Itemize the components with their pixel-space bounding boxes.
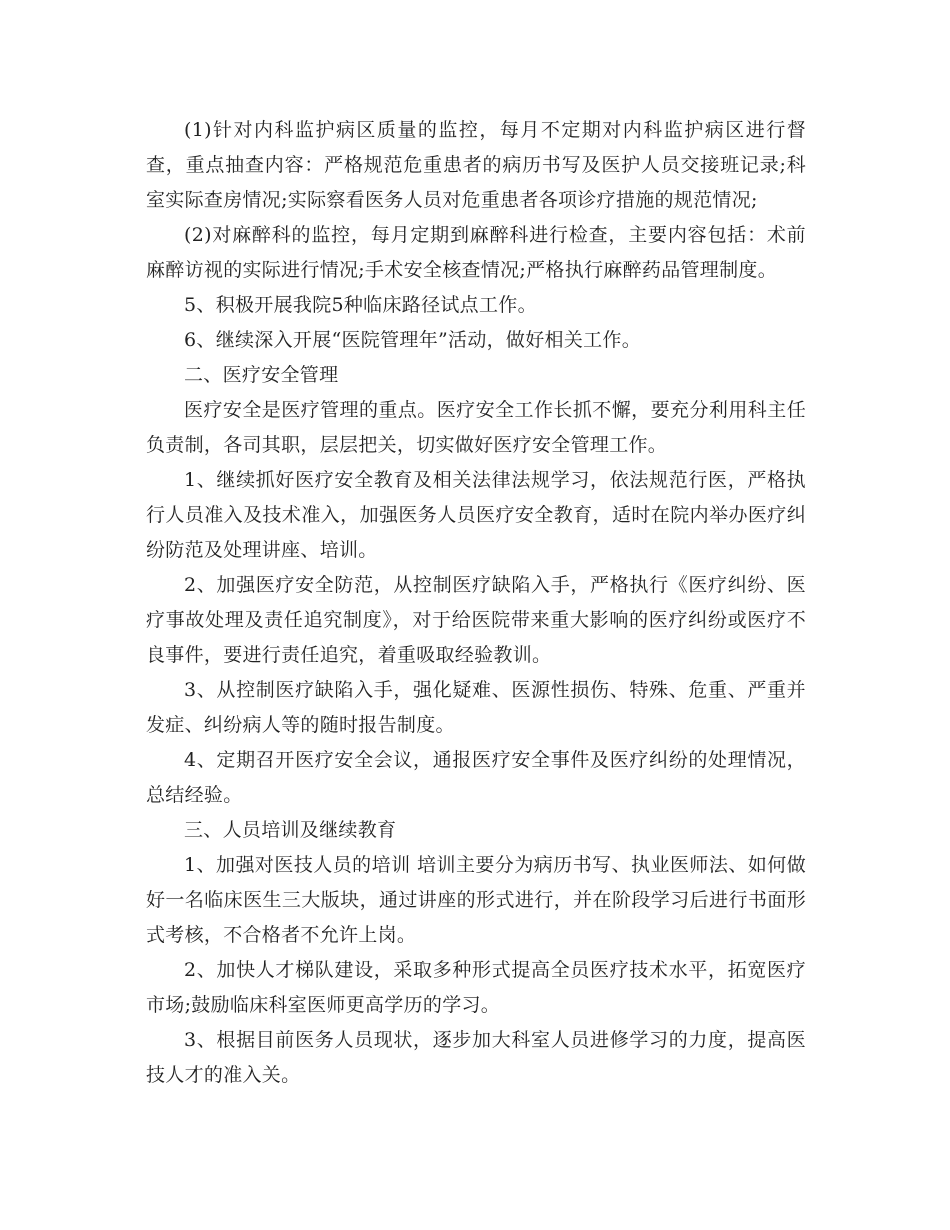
section-heading-medical-safety: 二、医疗安全管理 xyxy=(184,364,339,386)
paragraph-technician-training: 1、加强对医技人员的培训 培训主要分为病历书写、执业医师法、如何做好一名临床医生三大版块，通过讲座的形式进行，并在阶段学习后进行书面形式考核，不合格者不允许上岗。 xyxy=(146,854,806,946)
paragraph-clinical-pathway: 5、积极开展我院5种临床路径试点工作。 xyxy=(184,294,537,316)
paragraph-hospital-management-year: 6、继续深入开展“医院管理年”活动，做好相关工作。 xyxy=(184,329,642,351)
paragraph-monitoring-anesthesia: (2)对麻醉科的监控，每月定期到麻醉科进行检查，主要内容包括：术前麻醉访视的实际进行情况;手术安全核查情况;严格执行麻醉药品管理制度。 xyxy=(146,224,806,281)
paragraph-safety-prevention: 2、加强医疗安全防范，从控制医疗缺陷入手，严格执行《医疗纠纷、医疗事故处理及责任追究制度》，对于给医院带来重大影响的医疗纠纷或医疗不良事件，要进行责任追究，着重吸取经验教训。 xyxy=(146,574,806,666)
paragraph-medical-safety-intro: 医疗安全是医疗管理的重点。医疗安全工作长抓不懈，要充分利用科主任负责制，各司其职，层层把关，切实做好医疗安全管理工作。 xyxy=(146,399,806,456)
paragraph-further-study: 3、根据目前医务人员现状，逐步加大科室人员进修学习的力度，提高医技人才的准入关。 xyxy=(146,1029,806,1086)
paragraph-talent-building: 2、加快人才梯队建设，采取多种形式提高全员医疗技术水平，拓宽医疗市场;鼓励临床科室医师更高学历的学习。 xyxy=(146,959,806,1016)
section-heading-training: 三、人员培训及继续教育 xyxy=(184,819,397,841)
paragraph-safety-meetings: 4、定期召开医疗安全会议，通报医疗安全事件及医疗纠纷的处理情况，总结经验。 xyxy=(146,749,806,806)
paragraph-monitoring-internal-medicine: (1)针对内科监护病区质量的监控，每月不定期对内科监护病区进行督查，重点抽查内容：严格规范危重患者的病历书写及医护人员交接班记录;科室实际查房情况;实际察看医务人员对危重患者各项诊疗措施的规范情况; xyxy=(146,119,806,211)
paragraph-defect-reporting: 3、从控制医疗缺陷入手，强化疑难、医源性损伤、特殊、危重、严重并发症、纠纷病人等的随时报告制度。 xyxy=(146,679,806,736)
document-body xyxy=(146,113,806,1093)
paragraph-safety-education: 1、继续抓好医疗安全教育及相关法律法规学习，依法规范行医，严格执行人员准入及技术准入，加强医务人员医疗安全教育，适时在院内举办医疗纠纷防范及处理讲座、培训。 xyxy=(146,469,806,561)
